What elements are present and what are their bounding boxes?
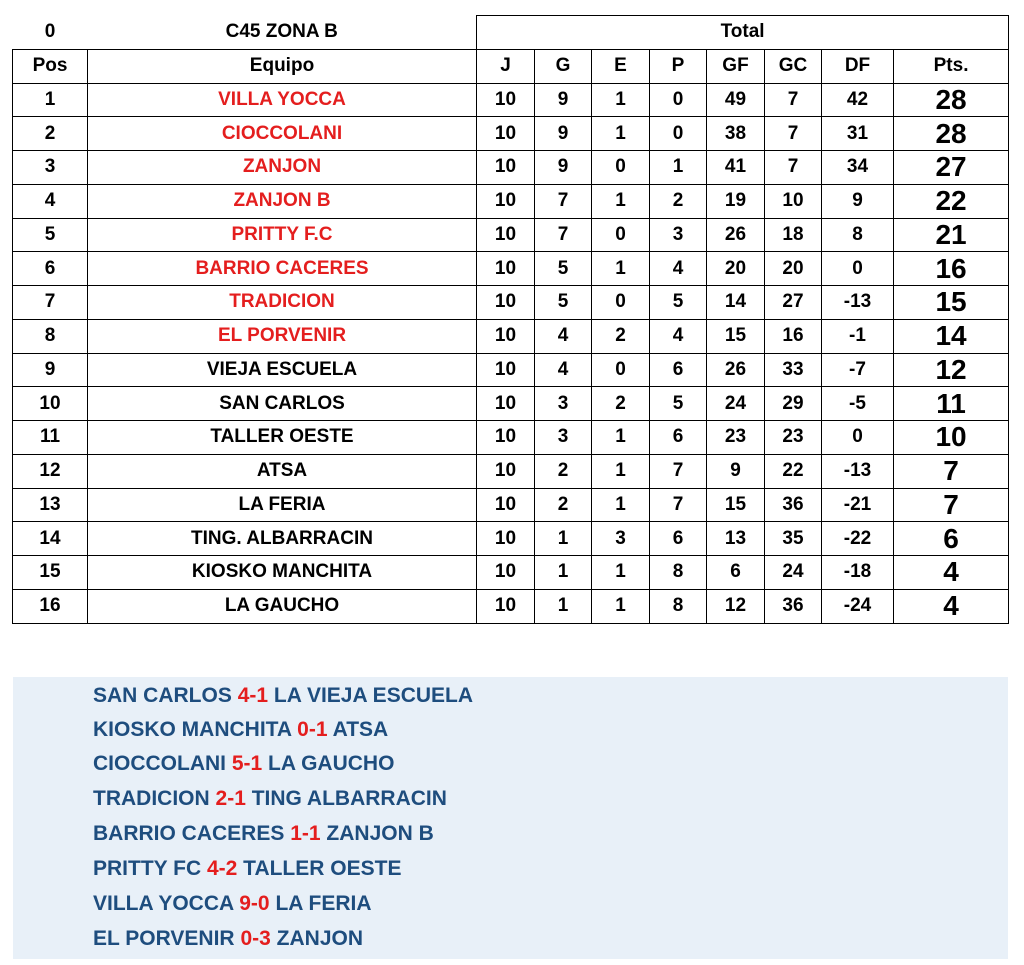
pos-cell: 14 [13,522,88,556]
standings-table [12,15,1009,624]
match-result [93,892,372,916]
played-cell: 10 [477,556,535,590]
goals-against-cell: 18 [765,218,822,252]
pos-cell: 9 [13,353,88,387]
pos-cell: 4 [13,184,88,218]
goals-against-cell: 27 [765,286,822,320]
table-row [13,252,1009,286]
lost-cell: 1 [650,151,707,185]
goals-against-cell: 20 [765,252,822,286]
points-cell: 7 [894,454,1009,488]
drawn-cell: 1 [592,83,650,117]
drawn-cell: 1 [592,184,650,218]
lost-cell: 7 [650,488,707,522]
lost-cell: 2 [650,184,707,218]
table-row [13,522,1009,556]
points-cell: 6 [894,522,1009,556]
played-cell: 10 [477,319,535,353]
match-result [93,787,447,811]
team-name: TING. ALBARRACIN [88,522,477,556]
lost-cell: 5 [650,286,707,320]
played-cell: 10 [477,252,535,286]
match-result [93,718,388,742]
points-cell: 11 [894,387,1009,421]
team-name: LA FERIA [88,488,477,522]
drawn-cell: 1 [592,556,650,590]
home-team: EL PORVENIR [93,927,235,950]
won-cell: 3 [535,421,592,455]
table-row [13,319,1009,353]
goals-for-cell: 12 [707,589,765,623]
lost-cell: 4 [650,319,707,353]
goals-against-cell: 23 [765,421,822,455]
goals-for-cell: 15 [707,488,765,522]
played-cell: 10 [477,83,535,117]
points-cell: 4 [894,556,1009,590]
won-cell: 7 [535,184,592,218]
pos-cell: 3 [13,151,88,185]
zone-title: C45 ZONA B [225,21,338,43]
goal-diff-cell: 8 [822,218,894,252]
played-cell: 10 [477,589,535,623]
drawn-cell: 2 [592,387,650,421]
won-cell: 1 [535,556,592,590]
goal-diff-cell: 0 [822,252,894,286]
played-cell: 10 [477,184,535,218]
played-cell: 10 [477,522,535,556]
goal-diff-cell: 42 [822,83,894,117]
goal-diff-cell: -24 [822,589,894,623]
won-cell: 5 [535,286,592,320]
goals-against-cell: 36 [765,488,822,522]
home-team: CIOCCOLANI [93,752,226,775]
won-cell: 1 [535,522,592,556]
drawn-cell: 1 [592,252,650,286]
lost-cell: 6 [650,353,707,387]
table-row [13,488,1009,522]
match-results-panel [13,677,1008,959]
team-name: ZANJON B [88,184,477,218]
goal-diff-cell: 31 [822,117,894,151]
table-row [13,589,1009,623]
table-row [13,454,1009,488]
goal-diff-cell: -5 [822,387,894,421]
drawn-cell: 1 [592,421,650,455]
pos-cell: 6 [13,252,88,286]
goals-against-cell: 36 [765,589,822,623]
column-header-row [13,49,1009,83]
drawn-cell: 0 [592,353,650,387]
away-team: TING ALBARRACIN [251,787,447,810]
pos-cell: 13 [13,488,88,522]
header-gc: GC [765,49,822,83]
won-cell: 9 [535,83,592,117]
lost-cell: 8 [650,589,707,623]
header-gf: GF [707,49,765,83]
home-team: SAN CARLOS [93,684,232,707]
team-name: LA GAUCHO [88,589,477,623]
table-row [13,353,1009,387]
goal-diff-cell: -13 [822,454,894,488]
played-cell: 10 [477,353,535,387]
team-name: VIEJA ESCUELA [88,353,477,387]
won-cell: 7 [535,218,592,252]
drawn-cell: 1 [592,488,650,522]
goals-for-cell: 38 [707,117,765,151]
points-cell: 21 [894,218,1009,252]
goals-for-cell: 26 [707,218,765,252]
goals-against-cell: 10 [765,184,822,218]
match-score: 0-3 [240,927,271,950]
team-name: ATSA [88,454,477,488]
team-name: ZANJON [88,151,477,185]
match-score: 4-1 [237,684,269,707]
points-cell: 12 [894,353,1009,387]
goals-against-cell: 22 [765,454,822,488]
played-cell: 10 [477,421,535,455]
pos-cell: 2 [13,117,88,151]
points-cell: 7 [894,488,1009,522]
goals-against-cell: 7 [765,117,822,151]
points-cell: 4 [894,589,1009,623]
goals-against-cell: 16 [765,319,822,353]
table-row [13,556,1009,590]
won-cell: 4 [535,353,592,387]
away-team: ZANJON B [326,822,434,845]
lost-cell: 7 [650,454,707,488]
pos-cell: 1 [13,83,88,117]
match-result [93,752,394,776]
match-score: 4-2 [206,857,238,880]
total-header: Total [477,16,1009,50]
goals-for-cell: 15 [707,319,765,353]
lost-cell: 6 [650,522,707,556]
pos-cell: 10 [13,387,88,421]
drawn-cell: 1 [592,117,650,151]
goals-for-cell: 6 [707,556,765,590]
played-cell: 10 [477,286,535,320]
goals-for-cell: 14 [707,286,765,320]
home-team: TRADICION [93,787,210,810]
goal-diff-cell: 0 [822,421,894,455]
match-result [93,857,401,881]
goals-against-cell: 33 [765,353,822,387]
goals-for-cell: 20 [707,252,765,286]
match-score: 1-1 [290,822,321,845]
table-row [13,421,1009,455]
table-row [13,184,1009,218]
table-row [13,387,1009,421]
goal-diff-cell: -18 [822,556,894,590]
away-team: LA VIEJA ESCUELA [273,684,474,707]
team-name: TALLER OESTE [88,421,477,455]
drawn-cell: 0 [592,151,650,185]
played-cell: 10 [477,117,535,151]
goals-for-cell: 41 [707,151,765,185]
points-cell: 15 [894,286,1009,320]
goals-against-cell: 7 [765,83,822,117]
goal-diff-cell: 34 [822,151,894,185]
away-team: TALLER OESTE [243,857,402,880]
goal-diff-cell: -22 [822,522,894,556]
goals-against-cell: 24 [765,556,822,590]
points-cell: 14 [894,319,1009,353]
home-team: BARRIO CACERES [93,822,285,845]
won-cell: 1 [535,589,592,623]
team-name: SAN CARLOS [88,387,477,421]
drawn-cell: 2 [592,319,650,353]
won-cell: 9 [535,117,592,151]
pos-cell: 5 [13,218,88,252]
played-cell: 10 [477,218,535,252]
top-left-cell: 0 [44,21,56,43]
header-g: G [535,49,592,83]
match-result [93,927,363,951]
table-row [13,286,1009,320]
drawn-cell: 0 [592,286,650,320]
team-name: BARRIO CACERES [88,252,477,286]
header-pos: Pos [13,49,88,83]
match-result [93,684,473,708]
lost-cell: 6 [650,421,707,455]
goal-diff-cell: -7 [822,353,894,387]
team-name: TRADICION [88,286,477,320]
pos-cell: 15 [13,556,88,590]
header-e: E [592,49,650,83]
points-cell: 10 [894,421,1009,455]
goals-against-cell: 35 [765,522,822,556]
pos-cell: 8 [13,319,88,353]
pos-cell: 12 [13,454,88,488]
match-score: 0-1 [297,718,328,741]
won-cell: 3 [535,387,592,421]
points-cell: 22 [894,184,1009,218]
table-row [13,218,1009,252]
team-name: CIOCCOLANI [88,117,477,151]
lost-cell: 5 [650,387,707,421]
played-cell: 10 [477,387,535,421]
points-cell: 27 [894,151,1009,185]
match-score: 5-1 [231,752,263,775]
team-name: KIOSKO MANCHITA [88,556,477,590]
home-team: KIOSKO MANCHITA [93,718,292,741]
won-cell: 2 [535,454,592,488]
goals-for-cell: 19 [707,184,765,218]
points-cell: 28 [894,83,1009,117]
points-cell: 28 [894,117,1009,151]
header-df: DF [822,49,894,83]
goal-diff-cell: -1 [822,319,894,353]
drawn-cell: 0 [592,218,650,252]
table-row [13,83,1009,117]
away-team: ATSA [332,718,389,741]
header-equipo: Equipo [88,49,477,83]
lost-cell: 0 [650,83,707,117]
table-row [13,151,1009,185]
goals-for-cell: 23 [707,421,765,455]
table-title-row [13,16,1009,50]
drawn-cell: 1 [592,454,650,488]
lost-cell: 0 [650,117,707,151]
won-cell: 9 [535,151,592,185]
pos-cell: 7 [13,286,88,320]
won-cell: 5 [535,252,592,286]
played-cell: 10 [477,454,535,488]
goals-for-cell: 9 [707,454,765,488]
match-score: 9-0 [239,892,270,915]
goals-against-cell: 29 [765,387,822,421]
goal-diff-cell: -13 [822,286,894,320]
goals-for-cell: 49 [707,83,765,117]
header-p: P [650,49,707,83]
home-team: PRITTY FC [93,857,202,880]
goals-for-cell: 24 [707,387,765,421]
team-name: PRITTY F.C [88,218,477,252]
lost-cell: 8 [650,556,707,590]
pos-cell: 16 [13,589,88,623]
table-row [13,117,1009,151]
goals-for-cell: 26 [707,353,765,387]
goals-for-cell: 13 [707,522,765,556]
match-result [93,822,434,846]
won-cell: 4 [535,319,592,353]
header-j: J [477,49,535,83]
won-cell: 2 [535,488,592,522]
team-name: EL PORVENIR [88,319,477,353]
away-team: ZANJON [276,927,363,950]
pos-cell: 11 [13,421,88,455]
goals-against-cell: 7 [765,151,822,185]
played-cell: 10 [477,488,535,522]
lost-cell: 4 [650,252,707,286]
goal-diff-cell: 9 [822,184,894,218]
away-team: LA GAUCHO [268,752,395,775]
match-score: 2-1 [215,787,246,810]
away-team: LA FERIA [275,892,372,915]
points-cell: 16 [894,252,1009,286]
home-team: VILLA YOCCA [93,892,234,915]
played-cell: 10 [477,151,535,185]
header-pts: Pts. [894,49,1009,83]
goal-diff-cell: -21 [822,488,894,522]
lost-cell: 3 [650,218,707,252]
drawn-cell: 1 [592,589,650,623]
team-name: VILLA YOCCA [88,83,477,117]
drawn-cell: 3 [592,522,650,556]
